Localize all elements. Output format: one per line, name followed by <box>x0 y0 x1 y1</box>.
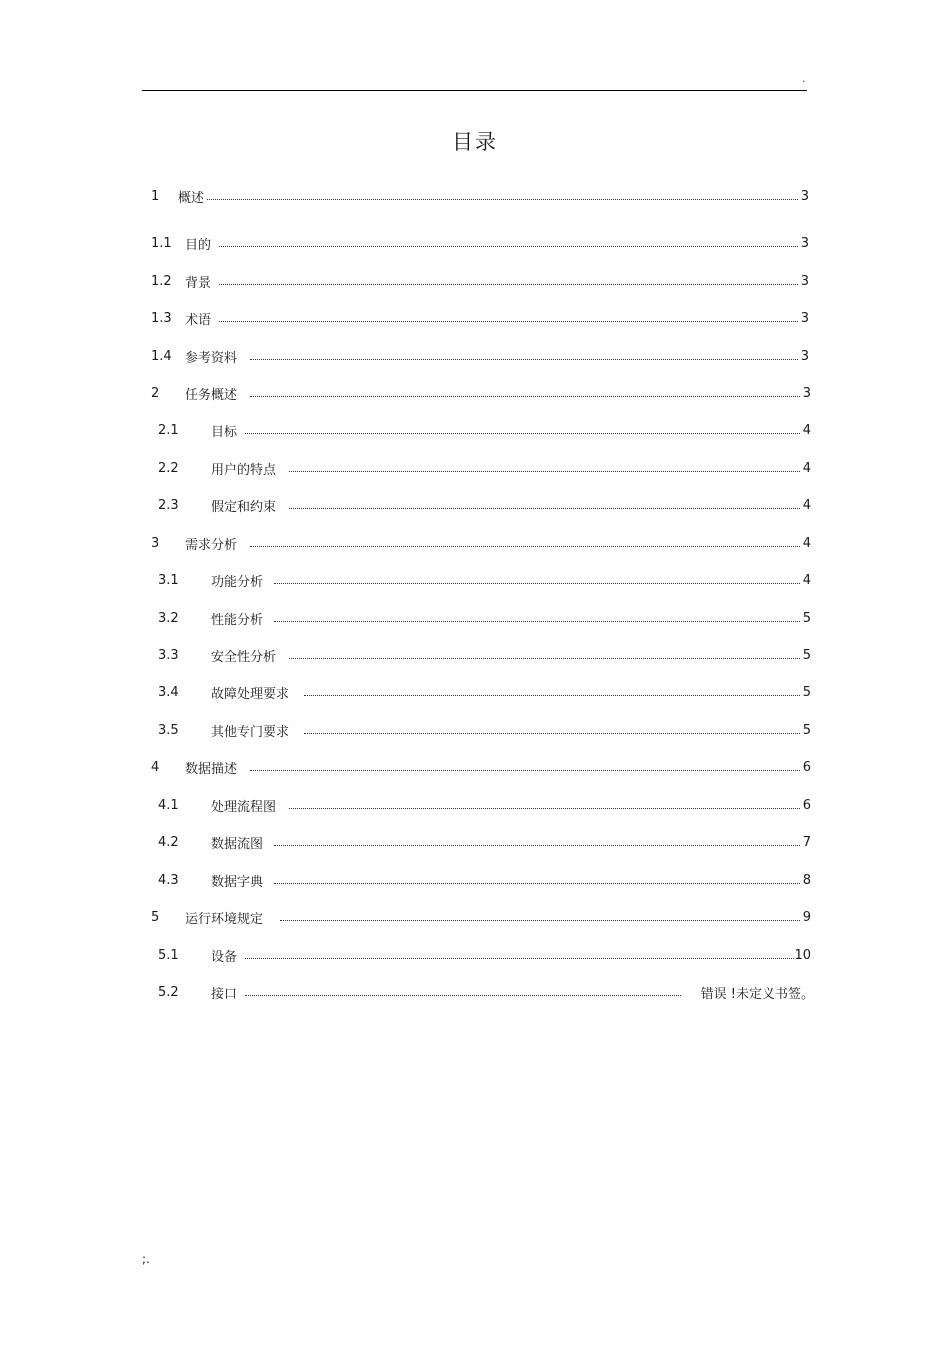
toc-page: 10 <box>794 947 811 963</box>
toc-label: 故障处理要求 <box>211 686 290 702</box>
toc-label: 目的 <box>185 237 212 253</box>
toc-page: 6 <box>802 759 811 775</box>
toc-label: 安全性分析 <box>211 649 277 665</box>
toc-label: 术语 <box>185 312 212 328</box>
toc-leader <box>280 920 800 921</box>
toc-leader <box>250 359 798 360</box>
toc-leader <box>219 246 798 247</box>
toc-row-3-1[interactable] <box>158 571 811 589</box>
toc-row-5-1[interactable] <box>158 946 811 964</box>
toc-page: 4 <box>802 535 811 551</box>
toc-number: 3.4 <box>158 684 179 700</box>
toc-title: 目录 <box>452 130 498 154</box>
toc-label: 目标 <box>211 424 238 440</box>
toc-row-2-3[interactable] <box>158 496 811 514</box>
toc-row-4[interactable] <box>151 758 811 776</box>
toc-number: 3.5 <box>158 722 179 738</box>
toc-leader <box>207 199 798 200</box>
toc-page: 3 <box>800 310 809 326</box>
toc-page-error: 错误 !未定义书签。 <box>700 986 814 1002</box>
toc-row-1-3[interactable] <box>151 309 809 327</box>
toc-page: 3 <box>800 235 809 251</box>
toc-row-2-1[interactable] <box>158 421 811 439</box>
toc-number: 1.3 <box>151 310 172 326</box>
toc-leader <box>304 695 800 696</box>
toc-number: 4 <box>151 759 160 775</box>
toc-row-1-4[interactable] <box>151 347 809 365</box>
toc-label: 数据流图 <box>211 836 264 852</box>
toc-leader <box>289 658 800 659</box>
footer-mark: ;. <box>142 1252 150 1266</box>
toc-leader <box>245 995 681 996</box>
toc-number: 4.1 <box>158 797 179 813</box>
toc-label: 运行环境规定 <box>185 911 264 927</box>
toc-leader <box>274 883 800 884</box>
toc-leader <box>250 546 800 547</box>
toc-row-2[interactable] <box>151 384 811 402</box>
toc-row-2-2[interactable] <box>158 459 811 477</box>
toc-number: 4.2 <box>158 834 179 850</box>
toc-leader <box>274 845 800 846</box>
toc-number: 2.1 <box>158 422 179 438</box>
toc-label: 概述 <box>178 190 205 206</box>
toc-label: 功能分析 <box>211 574 264 590</box>
toc-leader <box>245 958 794 959</box>
toc-number: 1.4 <box>151 348 172 364</box>
toc-label: 假定和约束 <box>211 499 277 515</box>
toc-page: 6 <box>802 797 811 813</box>
toc-row-4-1[interactable] <box>158 796 811 814</box>
toc-number: 2 <box>151 385 160 401</box>
toc-page: 3 <box>800 348 809 364</box>
toc-label: 用户的特点 <box>211 462 277 478</box>
toc-leader <box>250 396 800 397</box>
toc-leader <box>304 733 800 734</box>
toc-row-3-2[interactable] <box>158 609 811 627</box>
toc-label: 其他专门要求 <box>211 724 290 740</box>
toc-page: 5 <box>802 610 811 626</box>
toc-page: 3 <box>800 273 809 289</box>
toc-number: 5.2 <box>158 984 179 1000</box>
toc-page: 8 <box>802 872 811 888</box>
toc-number: 3 <box>151 535 160 551</box>
header-rule <box>142 90 807 91</box>
header-mark: . <box>802 72 806 85</box>
toc-page: 5 <box>802 647 811 663</box>
toc-label: 背景 <box>185 275 212 291</box>
toc-label: 任务概述 <box>185 387 238 403</box>
toc-row-4-3[interactable] <box>158 871 811 889</box>
toc-page: 4 <box>802 460 811 476</box>
toc-row-1-2[interactable] <box>151 272 809 290</box>
toc-page: 4 <box>802 422 811 438</box>
toc-row-3-4[interactable] <box>158 683 811 701</box>
toc-row-3-5[interactable] <box>158 721 811 739</box>
toc-label: 接口 <box>211 986 238 1002</box>
toc-leader <box>274 621 800 622</box>
toc-number: 2.2 <box>158 460 179 476</box>
toc-number: 1 <box>151 188 160 204</box>
toc-row-3[interactable] <box>151 534 811 552</box>
toc-label: 需求分析 <box>185 537 238 553</box>
toc-page: 4 <box>802 497 811 513</box>
toc-row-5-2[interactable] <box>158 983 814 1001</box>
toc-number: 2.3 <box>158 497 179 513</box>
toc-row-3-3[interactable] <box>158 646 811 664</box>
toc-leader <box>219 284 798 285</box>
toc-label: 性能分析 <box>211 612 264 628</box>
toc-page: 4 <box>802 572 811 588</box>
toc-number: 4.3 <box>158 872 179 888</box>
toc-number: 5 <box>151 909 160 925</box>
toc-leader <box>289 808 800 809</box>
toc-page: 3 <box>802 385 811 401</box>
toc-page: 3 <box>800 188 809 204</box>
toc-page: 5 <box>802 722 811 738</box>
toc-label: 数据描述 <box>185 761 238 777</box>
toc-leader <box>245 433 800 434</box>
toc-row-1-1[interactable] <box>151 234 809 252</box>
toc-row-5[interactable] <box>151 908 811 926</box>
toc-leader <box>219 321 798 322</box>
toc-page: 7 <box>802 834 811 850</box>
toc-number: 3.2 <box>158 610 179 626</box>
toc-number: 1.2 <box>151 273 172 289</box>
toc-leader <box>289 508 800 509</box>
toc-row-4-2[interactable] <box>158 833 811 851</box>
toc-leader <box>250 770 800 771</box>
toc-leader <box>289 471 800 472</box>
toc-number: 3.1 <box>158 572 179 588</box>
toc-page: 5 <box>802 684 811 700</box>
toc-row-1[interactable] <box>151 187 809 205</box>
toc-page: 9 <box>802 909 811 925</box>
toc-number: 1.1 <box>151 235 172 251</box>
toc-label: 设备 <box>211 949 238 965</box>
toc-label: 处理流程图 <box>211 799 277 815</box>
toc-number: 3.3 <box>158 647 179 663</box>
toc-label: 数据字典 <box>211 874 264 890</box>
toc-number: 5.1 <box>158 947 179 963</box>
toc-label: 参考资料 <box>185 350 238 366</box>
toc-leader <box>274 583 800 584</box>
